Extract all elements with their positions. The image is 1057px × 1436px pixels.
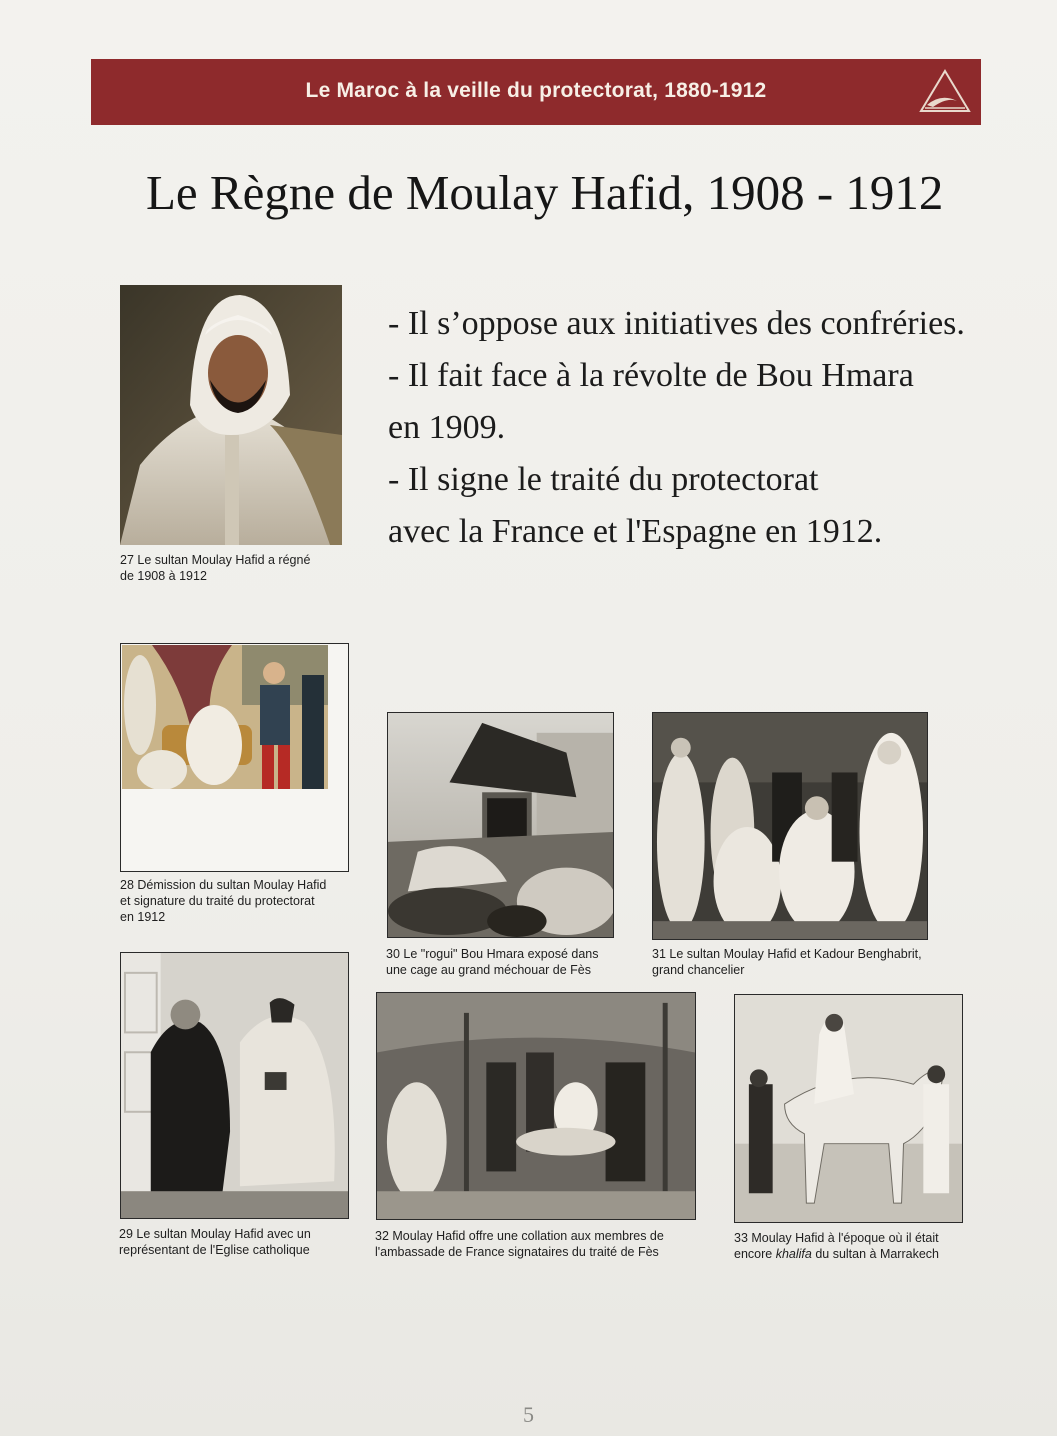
caption-text: encore bbox=[734, 1247, 776, 1261]
bullet-line: en 1909. bbox=[388, 409, 506, 446]
caption-italic-term: khalifa bbox=[775, 1247, 812, 1261]
caption-line: 33 Moulay Hafid à l'époque où il était bbox=[734, 1231, 939, 1245]
bullet-line: avec la France et l'Espagne en 1912. bbox=[388, 513, 883, 550]
caption-text: du sultan à Marrakech bbox=[811, 1247, 939, 1261]
photo-30 bbox=[387, 712, 614, 938]
caption-line: une cage au grand méchouar de Fès bbox=[386, 963, 591, 977]
caption-line: 31 Le sultan Moulay Hafid et Kadour Benghabrit, bbox=[652, 947, 922, 961]
bullet-list bbox=[388, 298, 1048, 558]
photo-32 bbox=[376, 992, 696, 1220]
caption-line: 28 Démission du sultan Moulay Hafid bbox=[120, 878, 327, 892]
caption-32 bbox=[375, 1228, 664, 1260]
caption-line bbox=[734, 1246, 939, 1262]
page-number: 5 bbox=[523, 1402, 534, 1427]
photo-33 bbox=[734, 994, 963, 1223]
caption-line: et signature du traité du protectorat bbox=[120, 894, 315, 908]
caption-line: 29 Le sultan Moulay Hafid avec un bbox=[119, 1227, 311, 1241]
bullet-line: - Il signe le traité du protectorat bbox=[388, 461, 819, 498]
photo-frame-28 bbox=[120, 643, 349, 872]
caption-30 bbox=[386, 946, 598, 978]
caption-line: 30 Le "rogui" Bou Hmara exposé dans bbox=[386, 947, 599, 961]
caption-line: représentant de l'Eglise catholique bbox=[119, 1243, 310, 1257]
photo-31 bbox=[652, 712, 928, 940]
caption-line: l'ambassade de France signataires du traité de Fès bbox=[375, 1245, 659, 1259]
triangle-logo-icon bbox=[917, 67, 973, 117]
caption-29 bbox=[119, 1226, 311, 1258]
photo-29 bbox=[120, 952, 349, 1219]
caption-31 bbox=[652, 946, 922, 978]
bullet-line: - Il s’oppose aux initiatives des confréries. bbox=[388, 305, 965, 342]
bullet-line: - Il fait face à la révolte de Bou Hmara bbox=[388, 357, 914, 394]
painting-28 bbox=[122, 645, 328, 789]
caption-line: en 1912 bbox=[120, 910, 166, 924]
page-title: Le Règne de Moulay Hafid, 1908 - 1912 bbox=[146, 165, 944, 220]
banner-title: Le Maroc à la veille du protectorat, 1880-1912 bbox=[305, 79, 767, 102]
caption-line: de 1908 à 1912 bbox=[120, 569, 207, 583]
caption-28 bbox=[120, 877, 326, 925]
portrait-photo-27 bbox=[120, 285, 342, 545]
header-banner bbox=[91, 59, 981, 125]
caption-line: 32 Moulay Hafid offre une collation aux membres de bbox=[375, 1229, 664, 1243]
caption-line: 27 Le sultan Moulay Hafid a régné bbox=[120, 553, 311, 567]
caption-line: grand chancelier bbox=[652, 963, 745, 977]
caption-27 bbox=[120, 552, 310, 584]
caption-33 bbox=[734, 1230, 939, 1262]
